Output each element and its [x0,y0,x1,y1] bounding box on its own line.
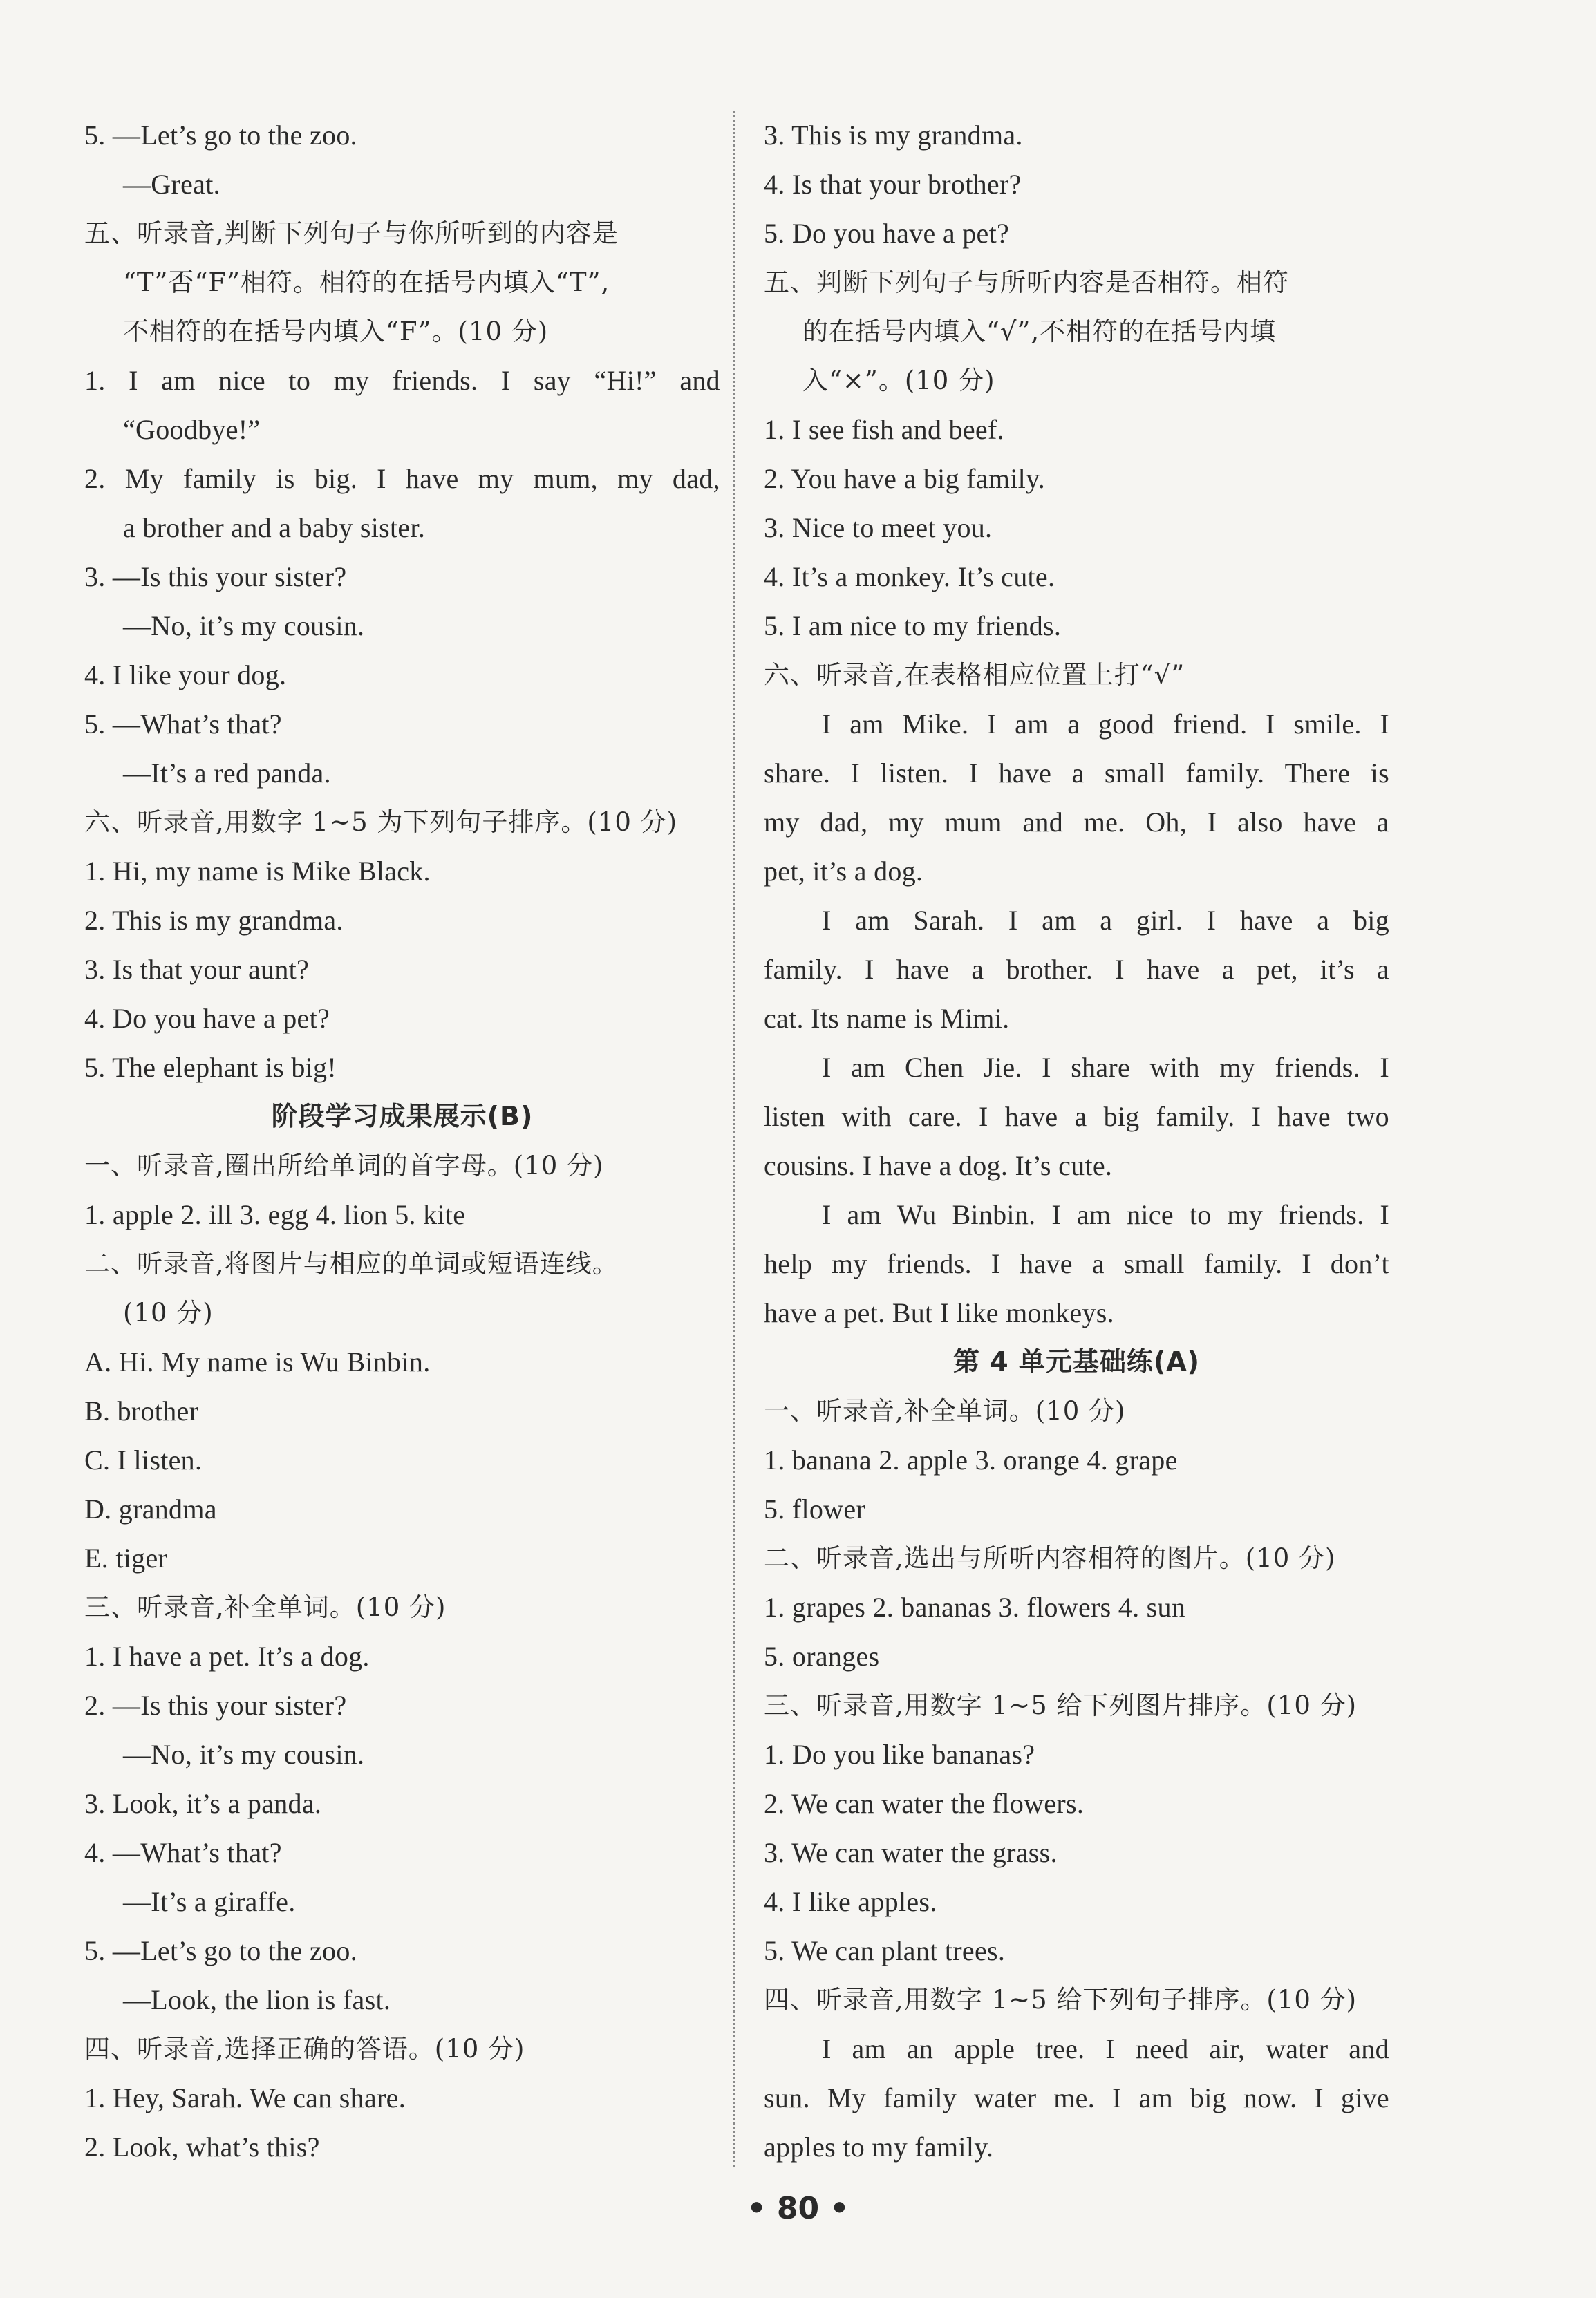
left-text-line: C. I listen. [84,1444,203,1476]
right-text-line: 3. Nice to meet you. [764,512,993,543]
right-text-line: share. I listen. I have a small family. There is [764,757,1389,789]
left-text-line: 1. I am nice to my friends. I say “Hi!” and [84,365,720,396]
section-heading: 阶段学习成果展示(B) [271,1101,534,1131]
right-column [764,111,1389,2172]
right-text-line: 1. Do you like bananas? [764,1739,1035,1770]
section-heading: 第 4 单元基础练(A) [952,1346,1201,1377]
right-text-line: 4. Is that your brother? [764,169,1022,200]
question-instruction: 四、听录音,选择正确的答语。(10 分) [84,2034,525,2064]
left-text-line: 1. apple 2. ill 3. egg 4. lion 5. kite [84,1199,466,1230]
left-text-line: —Great. [123,169,220,200]
left-text-line: 3. Look, it’s a panda. [84,1788,322,1819]
left-text-line: B. brother [84,1395,199,1426]
column-divider [733,111,735,2167]
right-text-line: 1. I see fish and beef. [764,414,1004,445]
left-column [84,111,720,2172]
question-instruction: 六、听录音,在表格相应位置上打“√” [764,660,1185,690]
question-instruction: 三、听录音,用数字 1~5 给下列图片排序。(10 分) [764,1690,1358,1720]
left-text-line: A. Hi. My name is Wu Binbin. [84,1346,431,1377]
right-text-line: cousins. I have a dog. It’s cute. [764,1150,1113,1181]
right-text-line: sun. My family water me. I am big now. I give [764,2082,1389,2113]
question-instruction: 入“×”。(10 分) [802,366,995,395]
right-text-line: help my friends. I have a small family. I don’t [764,1248,1389,1279]
right-text-line: 2. We can water the flowers. [764,1788,1085,1819]
right-text-line: 5. flower [764,1494,866,1525]
question-instruction: 四、听录音,用数字 1~5 给下列句子排序。(10 分) [764,1985,1358,2015]
left-text-line: 2. My family is big. I have my mum, my dad, [84,463,720,494]
right-text-line: 1. banana 2. apple 3. orange 4. grape [764,1444,1178,1476]
right-text-line: I am Chen Jie. I share with my friends. I [822,1052,1389,1083]
left-text-line: 2. Look, what’s this? [84,2131,320,2163]
left-text-line: 2. This is my grandma. [84,905,344,936]
question-instruction: 二、听录音,选出与所听内容相符的图片。(10 分) [764,1543,1336,1573]
right-text-line: I am Sarah. I am a girl. I have a big [822,905,1389,936]
left-text-line: —It’s a red panda. [123,757,331,789]
right-text-line: listen with care. I have a big family. I have two [764,1101,1389,1132]
left-text-line: —No, it’s my cousin. [123,1739,365,1770]
left-text-line: D. grandma [84,1494,217,1525]
question-instruction: 六、听录音,用数字 1~5 为下列句子排序。(10 分) [84,807,678,837]
right-text-line: 5. oranges [764,1641,880,1672]
left-text-line: 5. The elephant is big! [84,1052,337,1083]
left-text-line: a brother and a baby sister. [123,512,426,543]
right-text-line: I am an apple tree. I need air, water and [822,2033,1389,2064]
question-instruction: 一、听录音,圈出所给单词的首字母。(10 分) [84,1151,604,1180]
left-text-line: 5. —Let’s go to the zoo. [84,120,357,151]
left-text-line: 4. Do you have a pet? [84,1003,330,1034]
right-text-line: apples to my family. [764,2131,994,2163]
left-text-line: —It’s a giraffe. [123,1886,296,1917]
left-text-line: E. tiger [84,1543,168,1574]
left-text-line: “Goodbye!” [123,414,261,445]
page-number: • 80 • [747,2191,849,2226]
left-text-line: —Look, the lion is fast. [123,1984,391,2015]
right-text-line: family. I have a brother. I have a pet, it’s a [764,954,1389,985]
right-text-line: 5. Do you have a pet? [764,218,1010,249]
right-text-line: 3. We can water the grass. [764,1837,1058,1868]
right-text-line: 4. It’s a monkey. It’s cute. [764,561,1055,592]
question-instruction: 一、听录音,补全单词。(10 分) [764,1396,1126,1426]
right-text-line: 5. We can plant trees. [764,1935,1006,1966]
question-instruction: “T”否“F”相符。相符的在括号内填入“T”, [123,267,610,297]
left-text-line: 3. Is that your aunt? [84,954,310,985]
question-instruction: (10 分) [123,1298,214,1328]
right-text-line: I am Mike. I am a good friend. I smile. I [822,708,1389,740]
left-text-line: 4. —What’s that? [84,1837,282,1868]
left-text-line: 1. Hey, Sarah. We can share. [84,2082,406,2113]
left-text-line: 2. —Is this your sister? [84,1690,347,1721]
right-text-line: my dad, my mum and me. Oh, I also have a [764,807,1389,838]
right-text-line: 1. grapes 2. bananas 3. flowers 4. sun [764,1592,1186,1623]
left-text-line: 5. —Let’s go to the zoo. [84,1935,357,1966]
right-text-line: have a pet. But I like monkeys. [764,1297,1114,1328]
left-text-line: 1. I have a pet. It’s a dog. [84,1641,370,1672]
right-text-line: I am Wu Binbin. I am nice to my friends. I [822,1199,1389,1230]
right-text-line: 4. I like apples. [764,1886,937,1917]
left-text-line: 5. —What’s that? [84,708,282,740]
left-text-line: 3. —Is this your sister? [84,561,347,592]
right-text-line: cat. Its name is Mimi. [764,1003,1010,1034]
right-text-line: 2. You have a big family. [764,463,1046,494]
left-text-line: 1. Hi, my name is Mike Black. [84,856,431,887]
question-instruction: 二、听录音,将图片与相应的单词或短语连线。 [84,1249,619,1279]
question-instruction: 不相符的在括号内填入“F”。(10 分) [123,317,549,346]
left-text-line: 4. I like your dog. [84,659,287,690]
question-instruction: 五、听录音,判断下列句子与你所听到的内容是 [84,218,619,248]
right-text-line: 3. This is my grandma. [764,120,1023,151]
question-instruction: 五、判断下列句子与所听内容是否相符。相符 [764,267,1289,297]
question-instruction: 三、听录音,补全单词。(10 分) [84,1592,447,1622]
left-text-line: —No, it’s my cousin. [123,610,365,641]
right-text-line: pet, it’s a dog. [764,856,923,887]
right-text-line: 5. I am nice to my friends. [764,610,1062,641]
question-instruction: 的在括号内填入“√”,不相符的在括号内填 [802,317,1277,346]
